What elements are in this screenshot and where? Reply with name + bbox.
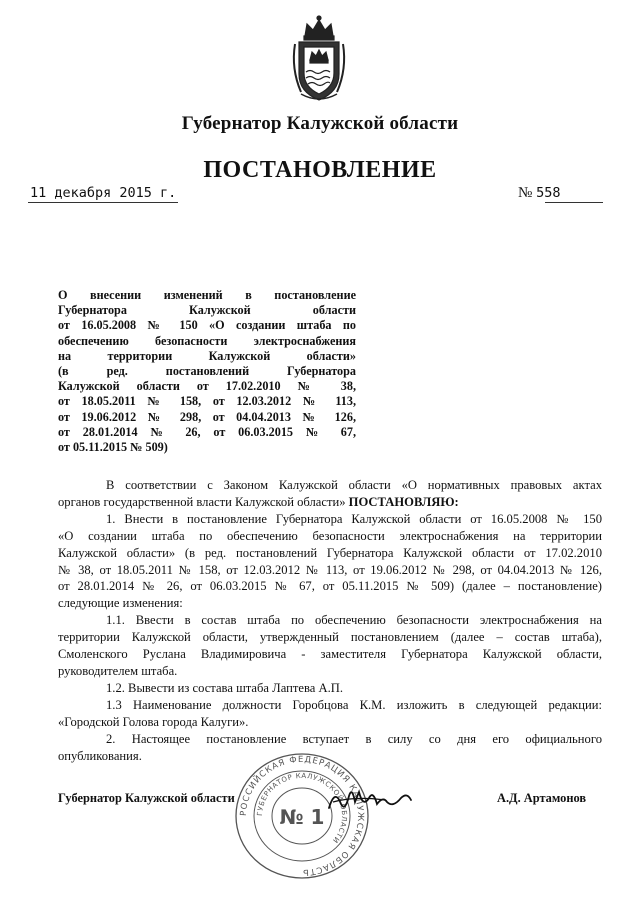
paragraph-1-3-line: «Городской Голова города Калуги». [58,714,249,729]
paragraph-2-line: опубликования. [58,748,142,763]
subject-line: (в ред. постановлений Губернатора [58,364,356,379]
subject-line: от 19.06.2012 № 298, от 04.04.2013 № 126, [58,409,356,424]
number-prefix: № [518,185,533,201]
number-underline [545,202,603,203]
paragraph-1-line: 1. Внести в постановление Губернатора Калужской области от 16.05.2008 № 150 [106,511,602,526]
document-date: 11 декабря 2015 г. [30,185,177,201]
subject-line: от 28.01.2014 № 26, от 06.03.2015 № 67, [58,424,356,439]
org-title: Губернатор Калужской области [181,113,459,134]
paragraph-2-line: 2. Настоящее постановление вступает в силу со дня его официального [106,731,602,746]
document-number [518,185,560,202]
subject-line: Губернатора Калужской области [58,303,356,318]
subject-line: О внесении изменений в постановление [58,288,356,302]
subject-block [58,288,356,455]
subject-line: обеспечению безопасности электроснабжения [58,333,356,348]
paragraph-1-1-line: Смоленского Руслана Владимировича - заместителя Губернатора Калужской области, [58,647,602,662]
decree-word: ПОСТАНОВЛЯЮ: [345,494,459,509]
seal-outer-text: РОССИЙСКАЯ ФЕДЕРАЦИЯ КАЛУЖСКАЯ ОБЛАСТЬ [238,754,366,878]
signatory-position: Губернатор Калужской области [58,791,235,805]
paragraph-1-line: № 38, от 18.05.2011 № 158, от 12.03.2012 № 113, от 19.06.2012 № 298, от 04.04.2013 № 126, [58,562,602,577]
subject-line: от 16.05.2008 № 150 «О создании штаба по [58,318,356,333]
signatory-name: А.Д. Артамонов [497,791,587,805]
paragraph-1-line: следующие изменения: [58,596,183,611]
body-text [58,477,602,764]
paragraph-1-line: от 28.01.2014 № 26, от 06.03.2015 № 67, от 05.11.2015 № 509) (далее – постановление) [58,579,602,594]
document-type-heading: ПОСТАНОВЛЕНИЕ [203,157,437,183]
paragraph-1-1-line: территории Калужской области, утвержденный постановлением (далее – состав штаба), [58,630,602,645]
seal-inner-text: ГУБЕРНАТОР КАЛУЖСКОЙ ОБЛАСТИ [255,771,349,845]
paragraph-1-line: «О создании штаба по обеспечению безопасности электроснабжения на территории [58,528,602,543]
date-underline [28,202,178,203]
subject-line: от 18.05.2011 № 158, от 12.03.2012 № 113, [58,394,356,409]
handwritten-signature [325,778,415,818]
intro-line-text: органов государственной власти Калужской области» [58,494,346,509]
coat-of-arms-emblem [289,14,349,102]
number-value: 558 [536,185,561,201]
paragraph-1-2-line: 1.2. Вывести из состава штаба Лаптева А.П. [106,680,343,695]
paragraph-1-3-line: 1.3 Наименование должности Горобцова К.М. изложить в следующей редакции: [106,697,602,712]
paragraph-1-1-line: 1.1. Ввести в состав штаба по обеспечению безопасности электроснабжения на [106,613,602,628]
intro-line: В соответствии с Законом Калужской области «О нормативных правовых актах [106,478,602,492]
seal-center-number: № 1 [279,805,325,829]
paragraph-1-line: Калужской области» (в ред. постановлений Губернатора Калужской области от 17.02.2010 [58,545,602,560]
subject-line: на территории Калужской области» [58,348,356,363]
paragraph-1-1-line: руководителем штаба. [58,663,178,678]
intro-line [58,494,602,511]
subject-line: Калужской области от 17.02.2010 № 38, [58,379,356,394]
subject-line: от 05.11.2015 № 509) [58,440,168,455]
